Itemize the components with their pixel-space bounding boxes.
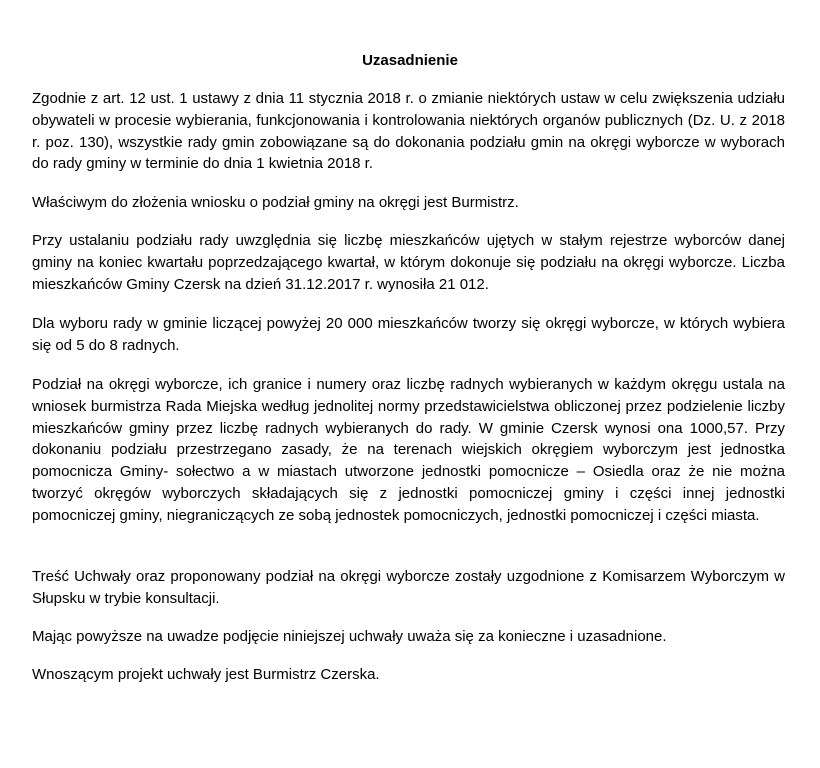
paragraph-division-principles: Podział na okręgi wyborcze, ich granice i numery oraz liczbę radnych wybieranych w każdym okręgu ustala na wniosek burmistrza Rada Miejska według jednolitej normy przedstawicielstwa obliczonej przez podzielenie liczby mieszkańców gminy przez liczbę radnych wybieranych do rady. W gminie Czersk wynosi ona 1000,57. Przy dokonaniu podziału przestrzegano zasady, że na terenach wiejskich okręgiem wyborczym jest jednostka pomocnicza Gminy- sołectwo a w miastach utworzone jednostki pomocnicze – Osiedla oraz że nie można tworzyć okręgów wyborczych składających się z jednostki pomocniczej gminy i części innej jednostki pomocniczej gminy, niegraniczących ze sobą jednostek pomocniczych, jednostki pomocniczej i części miasta. [32, 376, 785, 524]
paragraph-legal-basis: Zgodnie z art. 12 ust. 1 ustawy z dnia 11 stycznia 2018 r. o zmianie niektórych ustaw w celu zwiększenia udziału obywateli w procesie wybierania, funkcjonowania i kontrolowania niektórych organów publicznych (Dz. U. z 2018 r. poz. 130), wszystkie rady gmin zobowiązane są do dokonania podziału gmin na okręgi wyborcze w wyborach do rady gminy w terminie do dnia 1 kwietnia 2018 r. [32, 90, 785, 173]
paragraph-necessity: Mając powyższe na uwadze podjęcie niniejszej uchwały uważa się za konieczne i uzasadnione. [32, 628, 667, 645]
paragraph-consultation: Treść Uchwały oraz proponowany podział na okręgi wyborcze zostały uzgodnione z Komisarzem Wyborczym w Słupsku w trybie konsultacji. [32, 568, 785, 607]
paragraph-population: Przy ustalaniu podziału rady uwzględnia się liczbę mieszkańców ujętych w stałym rejestrze wyborców danej gminy na koniec kwartału poprzedzającego kwartał, w którym dokonuje się podziału na okręgi wyborcze. Liczba mieszkańców Gminy Czersk na dzień 31.12.2017 r. wynosiła 21 012. [32, 232, 785, 293]
paragraph-applicant: Właściwym do złożenia wniosku o podział gminy na okręgi jest Burmistrz. [32, 194, 519, 211]
paragraph-district-rules: Dla wyboru rady w gminie liczącej powyżej 20 000 mieszkańców tworzy się okręgi wyborcze, w których wybiera się od 5 do 8 radnych. [32, 315, 785, 354]
document-title: Uzasadnienie [362, 52, 458, 69]
paragraph-submitter: Wnoszącym projekt uchwały jest Burmistrz Czerska. [32, 666, 380, 683]
